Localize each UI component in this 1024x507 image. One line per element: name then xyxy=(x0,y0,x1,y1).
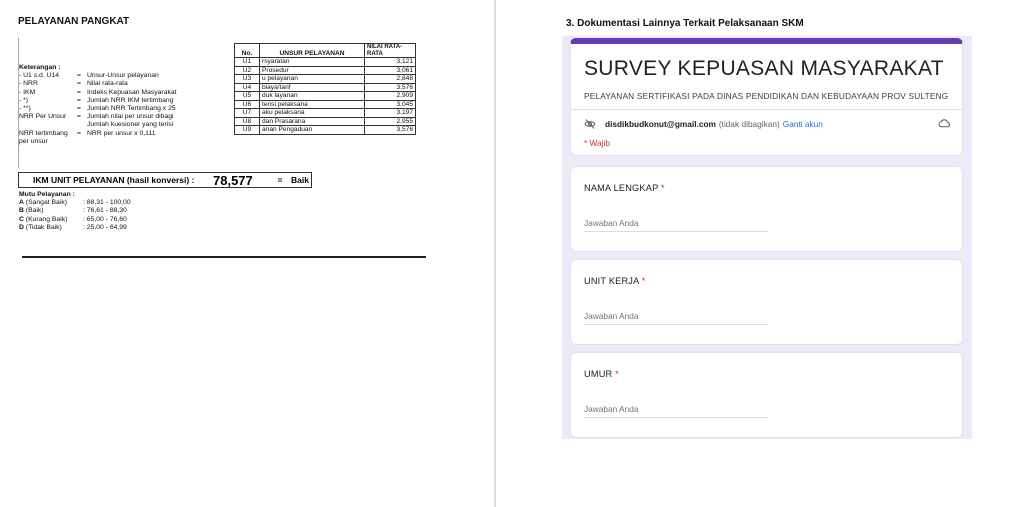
table-row xyxy=(235,100,416,109)
cell-nilai: 3,576 xyxy=(365,126,416,135)
question-label xyxy=(584,276,645,286)
note-row xyxy=(19,105,234,113)
note-key: NRR tertimbang xyxy=(19,129,68,137)
cell-no: U9 xyxy=(235,126,260,135)
form-header-card xyxy=(570,38,963,156)
cell-no: U4 xyxy=(235,83,260,92)
note-key: - NRR xyxy=(19,80,38,88)
note-eq: = xyxy=(77,96,81,104)
note-row xyxy=(19,80,234,88)
note-key: - *) xyxy=(19,96,29,104)
cell-nilai: 2,848 xyxy=(365,75,416,84)
mutu-row xyxy=(19,224,131,232)
question-label-text: NAMA LENGKAP xyxy=(584,183,659,193)
question-card-umur xyxy=(570,352,963,438)
ikm-table xyxy=(234,43,416,135)
cell-unsur: u pelayanan xyxy=(260,75,365,84)
table-row xyxy=(235,117,416,126)
table-row xyxy=(235,75,416,84)
note-value: Nilai rata-rata xyxy=(87,80,128,88)
note-row xyxy=(19,97,234,105)
table-row xyxy=(235,83,416,92)
note-value: NRR per unsur x 0,111 xyxy=(87,129,156,137)
nama-lengkap-input[interactable] xyxy=(584,215,768,232)
section-title: 3. Dokumentasi Lainnya Terkait Pelaksanaan SKM xyxy=(566,18,804,29)
note-row xyxy=(19,113,234,121)
umur-input[interactable] xyxy=(584,401,768,418)
cell-unsur: dan Prasarana xyxy=(260,117,365,126)
note-key xyxy=(19,121,77,129)
cell-nilai: 3,121 xyxy=(365,58,416,67)
note-eq: = xyxy=(77,80,81,88)
note-value: Jumlah kuesioner yang terisi xyxy=(87,121,174,129)
cell-no: U1 xyxy=(235,58,260,67)
mutu-desc: (Sangat Baik) xyxy=(23,199,67,207)
cell-no: U6 xyxy=(235,100,260,109)
note-key: - **) xyxy=(19,105,31,113)
ikm-result-eq: = xyxy=(277,175,283,185)
col-header-unsur: UNSUR PELAYANAN xyxy=(260,44,365,58)
note-value: Jumlah nilai per unsur dibagi xyxy=(87,113,174,121)
note-value: Indeks Kepuasan Masyarakat xyxy=(87,88,177,96)
note-eq: = xyxy=(77,105,81,113)
mutu-row xyxy=(19,216,131,224)
note-eq xyxy=(77,121,87,129)
required-star: * xyxy=(615,369,619,379)
form-title: SURVEY KEPUASAN MASYARAKAT xyxy=(584,57,944,80)
question-card-nama xyxy=(570,166,963,252)
table-header-row xyxy=(235,44,416,58)
cell-unsur: duk layanan xyxy=(260,92,365,101)
left-page-title: PELAYANAN PANGKAT xyxy=(18,16,130,27)
mutu-desc: (Baik) xyxy=(23,207,44,215)
notes-block xyxy=(19,64,234,146)
cell-unsur: aku pelaksana xyxy=(260,109,365,118)
table-row xyxy=(235,58,416,67)
left-horizontal-rule xyxy=(22,256,426,258)
note-key: NRR Per Unsur xyxy=(19,113,67,121)
table-row xyxy=(235,92,416,101)
note-value: Jumlah NRR Tertimbang x 25 xyxy=(87,105,176,113)
question-label-text: UMUR xyxy=(584,369,613,379)
cell-no: U2 xyxy=(235,66,260,75)
note-eq: = xyxy=(77,88,81,96)
mutu-grade: D xyxy=(19,223,24,231)
mutu-row xyxy=(19,199,131,207)
account-email: disdikbudkonut@gmail.com xyxy=(605,119,716,129)
note-eq: = xyxy=(77,129,81,137)
question-label xyxy=(584,183,665,193)
question-card-unit-kerja xyxy=(570,259,963,345)
cell-nilai: 2,909 xyxy=(365,92,416,101)
required-note: * Wajib xyxy=(584,138,610,148)
switch-account-link[interactable]: Ganti akun xyxy=(782,119,823,129)
mutu-range: : 25,00 - 64,99 xyxy=(83,223,127,231)
ikm-result-value: 78,577 xyxy=(213,172,253,188)
cell-no: U8 xyxy=(235,117,260,126)
note-eq: = xyxy=(77,113,81,121)
mutu-range: : 65,00 - 76,60 xyxy=(83,215,127,223)
cell-nilai: 3,197 xyxy=(365,109,416,118)
mutu-desc: (Kurang Baik) xyxy=(23,215,68,223)
note-key: - U1 s.d. U14 xyxy=(19,72,60,80)
cell-nilai: 3,576 xyxy=(365,83,416,92)
mutu-grade: B xyxy=(19,207,24,215)
cell-unsur: anan Pengaduan xyxy=(260,126,365,135)
question-label-text: UNIT KERJA xyxy=(584,276,639,286)
ikm-result-category: Baik xyxy=(291,175,309,185)
question-label xyxy=(584,369,619,379)
table-row xyxy=(235,109,416,118)
note-row xyxy=(19,130,234,138)
mutu-range: : 88,31 - 100,00 xyxy=(83,199,131,207)
mutu-desc: (Tidak Baik) xyxy=(23,223,62,231)
unit-kerja-input[interactable] xyxy=(584,308,768,325)
note-value: Jumlah NRR IKM tertimbang xyxy=(87,96,174,104)
mutu-pelayanan-block xyxy=(19,191,131,232)
mutu-row xyxy=(19,207,131,215)
note-eq xyxy=(77,138,87,146)
cell-no: U3 xyxy=(235,75,260,84)
account-row xyxy=(584,118,951,130)
note-row xyxy=(19,89,234,97)
cell-unsur: tensi pelaksana xyxy=(260,100,365,109)
note-row xyxy=(19,72,234,80)
cell-no: U5 xyxy=(235,92,260,101)
cell-no: U7 xyxy=(235,109,260,118)
mutu-grade: A xyxy=(19,199,24,207)
note-value: Unsur-Unsur pelayanan xyxy=(87,72,159,80)
col-header-nilai: NILAI RATA-RATA xyxy=(365,44,416,58)
table-row xyxy=(235,66,416,75)
note-row xyxy=(19,138,234,146)
note-key: per unsur xyxy=(19,137,48,145)
cloud-saved-icon xyxy=(938,117,951,130)
required-star: * xyxy=(641,276,646,286)
note-eq: = xyxy=(77,72,81,80)
required-star: * xyxy=(661,183,665,193)
header-divider xyxy=(571,109,962,110)
col-header-no: No. xyxy=(235,44,260,58)
notes-heading: Keterangan : xyxy=(19,64,61,71)
note-value xyxy=(87,138,234,146)
table-row xyxy=(235,126,416,135)
cell-nilai: 2,955 xyxy=(365,117,416,126)
cell-nilai: 3,061 xyxy=(365,66,416,75)
mutu-title: Mutu Pelayanan : xyxy=(19,191,75,198)
mutu-range: : 76,61 - 88,30 xyxy=(83,207,127,215)
form-description: PELAYANAN SERTIFIKASI PADA DINAS PENDIDIKAN DAN KEBUDAYAAN PROV SULTENG xyxy=(584,91,949,101)
cell-unsur: Prosedur xyxy=(260,66,365,75)
cell-nilai: 3,045 xyxy=(365,100,416,109)
cell-unsur: rsyaratan xyxy=(260,58,365,67)
note-key: - IKM xyxy=(19,88,36,96)
note-row xyxy=(19,121,234,129)
cell-unsur: biaya/tarif xyxy=(260,83,365,92)
account-note: (tidak dibagikan) xyxy=(718,119,780,129)
eye-off-icon xyxy=(584,118,596,130)
mutu-grade: C xyxy=(19,215,24,223)
ikm-result-box xyxy=(18,172,312,188)
ikm-result-label: IKM UNIT PELAYANAN (hasil konversi) : xyxy=(33,175,195,185)
